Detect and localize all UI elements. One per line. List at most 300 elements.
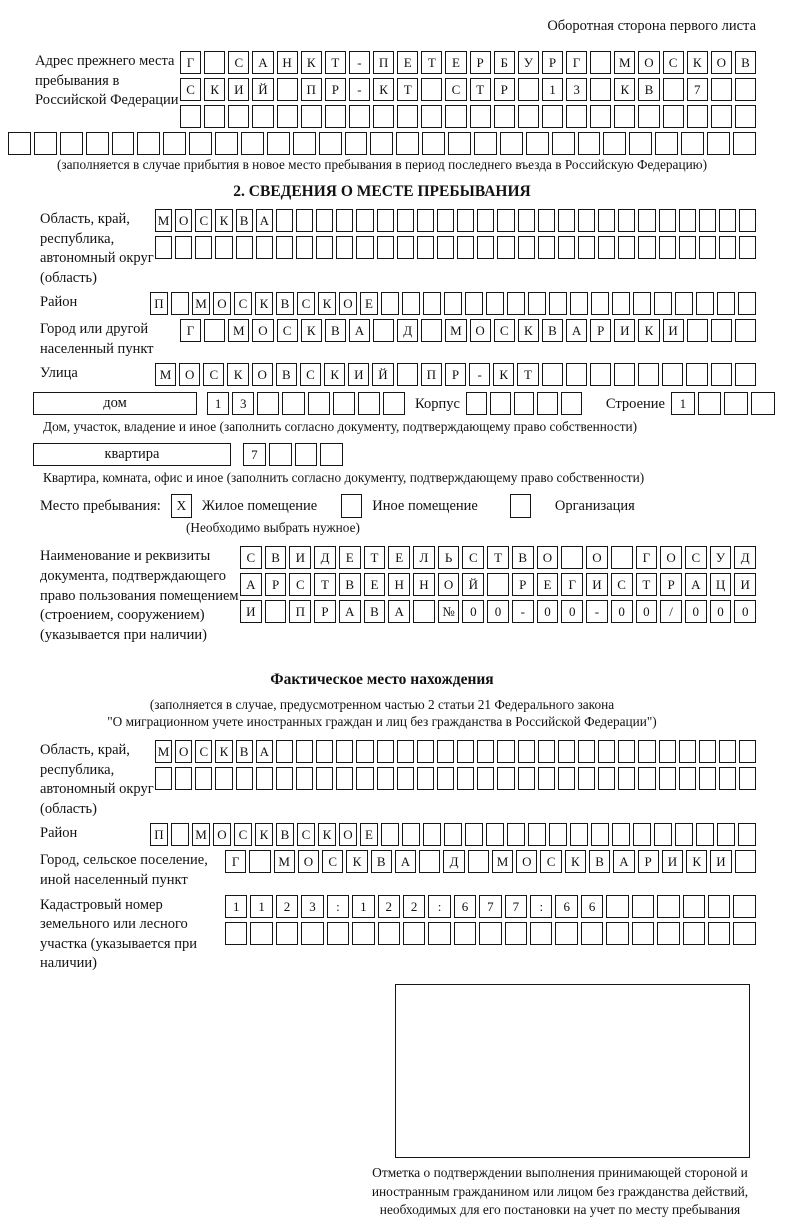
- char-cell[interactable]: К: [215, 209, 232, 232]
- char-cell[interactable]: :: [428, 895, 450, 918]
- char-cell[interactable]: [687, 319, 708, 342]
- char-cell[interactable]: №: [438, 600, 460, 623]
- char-cell[interactable]: 1: [207, 392, 229, 415]
- char-cell[interactable]: [603, 132, 626, 155]
- char-cell[interactable]: [316, 236, 333, 259]
- char-cell[interactable]: 3: [301, 895, 323, 918]
- char-cell[interactable]: [397, 740, 414, 763]
- char-cell[interactable]: [657, 895, 679, 918]
- char-cell[interactable]: [336, 740, 353, 763]
- char-cell[interactable]: Т: [421, 51, 442, 74]
- char-cell[interactable]: А: [240, 573, 262, 596]
- char-cell[interactable]: [215, 767, 232, 790]
- char-cell[interactable]: [561, 546, 583, 569]
- char-cell[interactable]: М: [155, 363, 176, 386]
- char-cell[interactable]: К: [227, 363, 248, 386]
- char-cell[interactable]: [711, 78, 732, 101]
- char-cell[interactable]: [699, 236, 716, 259]
- char-cell[interactable]: [719, 236, 736, 259]
- char-cell[interactable]: [252, 105, 273, 128]
- char-cell[interactable]: В: [589, 850, 610, 873]
- char-cell[interactable]: [561, 392, 582, 415]
- char-cell[interactable]: [633, 823, 651, 846]
- char-cell[interactable]: -: [349, 51, 370, 74]
- char-cell[interactable]: [739, 767, 756, 790]
- char-cell[interactable]: [308, 392, 330, 415]
- char-cell[interactable]: П: [150, 823, 168, 846]
- char-cell[interactable]: Н: [388, 573, 410, 596]
- char-cell[interactable]: [86, 132, 109, 155]
- char-cell[interactable]: Р: [512, 573, 534, 596]
- char-cell[interactable]: [638, 105, 659, 128]
- char-cell[interactable]: [402, 292, 420, 315]
- char-cell[interactable]: [598, 740, 615, 763]
- char-cell[interactable]: 0: [611, 600, 633, 623]
- char-cell[interactable]: [590, 78, 611, 101]
- char-cell[interactable]: [537, 392, 558, 415]
- char-cell[interactable]: [257, 392, 279, 415]
- char-cell[interactable]: [558, 209, 575, 232]
- char-cell[interactable]: [497, 209, 514, 232]
- char-cell[interactable]: [719, 767, 736, 790]
- char-cell[interactable]: [293, 132, 316, 155]
- char-cell[interactable]: А: [256, 209, 273, 232]
- char-cell[interactable]: Й: [372, 363, 393, 386]
- char-cell[interactable]: [397, 363, 418, 386]
- char-cell[interactable]: [558, 767, 575, 790]
- char-cell[interactable]: [659, 740, 676, 763]
- char-cell[interactable]: С: [228, 51, 249, 74]
- char-cell[interactable]: [155, 236, 172, 259]
- char-cell[interactable]: 1: [671, 392, 695, 415]
- char-cell[interactable]: [681, 132, 704, 155]
- char-cell[interactable]: В: [735, 51, 756, 74]
- char-cell[interactable]: Р: [470, 51, 491, 74]
- char-cell[interactable]: К: [324, 363, 345, 386]
- char-cell[interactable]: [396, 132, 419, 155]
- char-cell[interactable]: [336, 767, 353, 790]
- char-cell[interactable]: К: [346, 850, 367, 873]
- char-cell[interactable]: [578, 740, 595, 763]
- char-cell[interactable]: [397, 105, 418, 128]
- char-cell[interactable]: Р: [265, 573, 287, 596]
- char-cell[interactable]: И: [240, 600, 262, 623]
- char-cell[interactable]: [301, 105, 322, 128]
- char-cell[interactable]: [733, 132, 756, 155]
- char-cell[interactable]: О: [711, 51, 732, 74]
- char-cell[interactable]: [590, 363, 611, 386]
- char-cell[interactable]: [739, 236, 756, 259]
- char-cell[interactable]: К: [318, 292, 336, 315]
- char-cell[interactable]: О: [638, 51, 659, 74]
- char-cell[interactable]: [679, 236, 696, 259]
- char-cell[interactable]: [618, 767, 635, 790]
- char-cell[interactable]: [711, 319, 732, 342]
- char-cell[interactable]: Д: [397, 319, 418, 342]
- char-cell[interactable]: :: [327, 895, 349, 918]
- char-cell[interactable]: Р: [638, 850, 659, 873]
- char-cell[interactable]: [250, 922, 272, 945]
- char-cell[interactable]: [171, 823, 189, 846]
- char-cell[interactable]: [675, 823, 693, 846]
- char-cell[interactable]: М: [155, 740, 172, 763]
- char-cell[interactable]: К: [565, 850, 586, 873]
- char-cell[interactable]: С: [663, 51, 684, 74]
- char-cell[interactable]: 7: [505, 895, 527, 918]
- char-cell[interactable]: [719, 740, 736, 763]
- char-cell[interactable]: О: [339, 823, 357, 846]
- char-cell[interactable]: [538, 209, 555, 232]
- char-cell[interactable]: В: [638, 78, 659, 101]
- char-cell[interactable]: М: [228, 319, 249, 342]
- char-cell[interactable]: Р: [542, 51, 563, 74]
- char-cell[interactable]: П: [421, 363, 442, 386]
- char-cell[interactable]: [659, 236, 676, 259]
- char-cell[interactable]: [336, 209, 353, 232]
- char-cell[interactable]: Т: [397, 78, 418, 101]
- char-cell[interactable]: 1: [352, 895, 374, 918]
- char-cell[interactable]: [356, 236, 373, 259]
- char-cell[interactable]: [558, 236, 575, 259]
- char-cell[interactable]: [549, 823, 567, 846]
- char-cell[interactable]: [454, 922, 476, 945]
- char-cell[interactable]: [403, 922, 425, 945]
- char-cell[interactable]: А: [339, 600, 361, 623]
- char-cell[interactable]: [370, 132, 393, 155]
- char-cell[interactable]: О: [298, 850, 319, 873]
- char-cell[interactable]: [738, 292, 756, 315]
- char-cell[interactable]: [276, 236, 293, 259]
- char-cell[interactable]: [683, 922, 705, 945]
- char-cell[interactable]: [256, 236, 273, 259]
- char-cell[interactable]: А: [256, 740, 273, 763]
- char-cell[interactable]: [381, 292, 399, 315]
- char-cell[interactable]: Е: [339, 546, 361, 569]
- char-cell[interactable]: [659, 209, 676, 232]
- char-cell[interactable]: [663, 78, 684, 101]
- char-cell[interactable]: [276, 209, 293, 232]
- char-cell[interactable]: [444, 292, 462, 315]
- char-cell[interactable]: [204, 51, 225, 74]
- char-cell[interactable]: [465, 823, 483, 846]
- char-cell[interactable]: [457, 236, 474, 259]
- char-cell[interactable]: [486, 823, 504, 846]
- char-cell[interactable]: О: [213, 823, 231, 846]
- char-cell[interactable]: [325, 105, 346, 128]
- char-cell[interactable]: [437, 767, 454, 790]
- char-cell[interactable]: [444, 823, 462, 846]
- char-cell[interactable]: [477, 209, 494, 232]
- char-cell[interactable]: [679, 209, 696, 232]
- char-cell[interactable]: [497, 767, 514, 790]
- char-cell[interactable]: П: [289, 600, 311, 623]
- char-cell[interactable]: [277, 105, 298, 128]
- char-cell[interactable]: [215, 236, 232, 259]
- char-cell[interactable]: Г: [180, 51, 201, 74]
- char-cell[interactable]: О: [252, 319, 273, 342]
- char-cell[interactable]: [570, 292, 588, 315]
- char-cell[interactable]: К: [518, 319, 539, 342]
- char-cell[interactable]: О: [586, 546, 608, 569]
- char-cell[interactable]: [155, 767, 172, 790]
- char-cell[interactable]: Р: [325, 78, 346, 101]
- char-cell[interactable]: [333, 392, 355, 415]
- char-cell[interactable]: [497, 740, 514, 763]
- char-cell[interactable]: 2: [276, 895, 298, 918]
- char-cell[interactable]: 0: [462, 600, 484, 623]
- char-cell[interactable]: [204, 319, 225, 342]
- char-cell[interactable]: С: [445, 78, 466, 101]
- char-cell[interactable]: [735, 850, 756, 873]
- char-cell[interactable]: [277, 78, 298, 101]
- char-cell[interactable]: [477, 767, 494, 790]
- char-cell[interactable]: [195, 767, 212, 790]
- char-cell[interactable]: Е: [364, 573, 386, 596]
- char-cell[interactable]: Т: [517, 363, 538, 386]
- char-cell[interactable]: [606, 922, 628, 945]
- char-cell[interactable]: [276, 922, 298, 945]
- char-cell[interactable]: Р: [590, 319, 611, 342]
- char-cell[interactable]: 2: [403, 895, 425, 918]
- char-cell[interactable]: [538, 236, 555, 259]
- char-cell[interactable]: О: [537, 546, 559, 569]
- char-cell[interactable]: [423, 292, 441, 315]
- stay-type-checkbox-other[interactable]: [341, 494, 362, 518]
- char-cell[interactable]: И: [228, 78, 249, 101]
- char-cell[interactable]: [657, 922, 679, 945]
- char-cell[interactable]: [295, 443, 318, 466]
- char-cell[interactable]: В: [339, 573, 361, 596]
- char-cell[interactable]: [683, 895, 705, 918]
- char-cell[interactable]: [618, 740, 635, 763]
- char-cell[interactable]: [711, 105, 732, 128]
- char-cell[interactable]: [612, 823, 630, 846]
- char-cell[interactable]: [598, 236, 615, 259]
- char-cell[interactable]: [336, 236, 353, 259]
- char-cell[interactable]: [422, 132, 445, 155]
- char-cell[interactable]: [724, 392, 748, 415]
- char-cell[interactable]: /: [660, 600, 682, 623]
- char-cell[interactable]: Г: [636, 546, 658, 569]
- char-cell[interactable]: [421, 105, 442, 128]
- char-cell[interactable]: [316, 767, 333, 790]
- char-cell[interactable]: [276, 767, 293, 790]
- char-cell[interactable]: [614, 105, 635, 128]
- char-cell[interactable]: [437, 740, 454, 763]
- char-cell[interactable]: [632, 922, 654, 945]
- char-cell[interactable]: К: [686, 850, 707, 873]
- char-cell[interactable]: А: [685, 573, 707, 596]
- char-cell[interactable]: [466, 392, 487, 415]
- char-cell[interactable]: В: [265, 546, 287, 569]
- char-cell[interactable]: [505, 922, 527, 945]
- char-cell[interactable]: [195, 236, 212, 259]
- char-cell[interactable]: В: [364, 600, 386, 623]
- char-cell[interactable]: [686, 363, 707, 386]
- char-cell[interactable]: [542, 105, 563, 128]
- char-cell[interactable]: К: [614, 78, 635, 101]
- char-cell[interactable]: [477, 740, 494, 763]
- char-cell[interactable]: [457, 767, 474, 790]
- char-cell[interactable]: М: [192, 292, 210, 315]
- char-cell[interactable]: Т: [470, 78, 491, 101]
- char-cell[interactable]: К: [638, 319, 659, 342]
- char-cell[interactable]: С: [322, 850, 343, 873]
- char-cell[interactable]: [598, 209, 615, 232]
- char-cell[interactable]: В: [512, 546, 534, 569]
- char-cell[interactable]: [518, 740, 535, 763]
- char-cell[interactable]: [638, 767, 655, 790]
- char-cell[interactable]: [696, 292, 714, 315]
- char-cell[interactable]: [356, 740, 373, 763]
- char-cell[interactable]: [421, 319, 442, 342]
- char-cell[interactable]: К: [687, 51, 708, 74]
- char-cell[interactable]: С: [203, 363, 224, 386]
- stay-type-checkbox-organization[interactable]: [510, 494, 531, 518]
- char-cell[interactable]: Е: [360, 823, 378, 846]
- char-cell[interactable]: [699, 767, 716, 790]
- char-cell[interactable]: [514, 392, 535, 415]
- char-cell[interactable]: Т: [487, 546, 509, 569]
- char-cell[interactable]: [490, 392, 511, 415]
- char-cell[interactable]: П: [301, 78, 322, 101]
- char-cell[interactable]: [377, 236, 394, 259]
- char-cell[interactable]: -: [349, 78, 370, 101]
- char-cell[interactable]: Т: [364, 546, 386, 569]
- char-cell[interactable]: [402, 823, 420, 846]
- char-cell[interactable]: 0: [734, 600, 756, 623]
- char-cell[interactable]: С: [289, 573, 311, 596]
- char-cell[interactable]: [696, 823, 714, 846]
- char-cell[interactable]: 2: [378, 895, 400, 918]
- char-cell[interactable]: [373, 319, 394, 342]
- char-cell[interactable]: [606, 895, 628, 918]
- char-cell[interactable]: [413, 600, 435, 623]
- char-cell[interactable]: [687, 105, 708, 128]
- char-cell[interactable]: [552, 132, 575, 155]
- char-cell[interactable]: [470, 105, 491, 128]
- char-cell[interactable]: [419, 850, 440, 873]
- char-cell[interactable]: [638, 236, 655, 259]
- char-cell[interactable]: [267, 132, 290, 155]
- char-cell[interactable]: Ь: [438, 546, 460, 569]
- char-cell[interactable]: [555, 922, 577, 945]
- char-cell[interactable]: [163, 132, 186, 155]
- char-cell[interactable]: [707, 132, 730, 155]
- char-cell[interactable]: [738, 823, 756, 846]
- char-cell[interactable]: [662, 363, 683, 386]
- char-cell[interactable]: [265, 600, 287, 623]
- char-cell[interactable]: М: [614, 51, 635, 74]
- char-cell[interactable]: Р: [494, 78, 515, 101]
- char-cell[interactable]: [468, 850, 489, 873]
- char-cell[interactable]: О: [213, 292, 231, 315]
- char-cell[interactable]: [316, 740, 333, 763]
- char-cell[interactable]: И: [348, 363, 369, 386]
- char-cell[interactable]: [618, 209, 635, 232]
- char-cell[interactable]: О: [470, 319, 491, 342]
- char-cell[interactable]: И: [734, 573, 756, 596]
- char-cell[interactable]: [518, 209, 535, 232]
- char-cell[interactable]: В: [276, 823, 294, 846]
- char-cell[interactable]: О: [179, 363, 200, 386]
- char-cell[interactable]: [698, 392, 722, 415]
- char-cell[interactable]: [282, 392, 304, 415]
- char-cell[interactable]: [735, 319, 756, 342]
- char-cell[interactable]: [189, 132, 212, 155]
- char-cell[interactable]: [352, 922, 374, 945]
- char-cell[interactable]: [296, 209, 313, 232]
- char-cell[interactable]: И: [663, 319, 684, 342]
- char-cell[interactable]: [733, 922, 755, 945]
- char-cell[interactable]: [717, 823, 735, 846]
- char-cell[interactable]: [8, 132, 31, 155]
- char-cell[interactable]: [526, 132, 549, 155]
- char-cell[interactable]: [733, 895, 755, 918]
- char-cell[interactable]: [397, 236, 414, 259]
- char-cell[interactable]: [735, 363, 756, 386]
- char-cell[interactable]: К: [373, 78, 394, 101]
- char-cell[interactable]: О: [175, 209, 192, 232]
- char-cell[interactable]: [423, 823, 441, 846]
- char-cell[interactable]: М: [274, 850, 295, 873]
- char-cell[interactable]: [296, 740, 313, 763]
- char-cell[interactable]: [316, 209, 333, 232]
- char-cell[interactable]: 1: [542, 78, 563, 101]
- char-cell[interactable]: Г: [561, 573, 583, 596]
- char-cell[interactable]: [699, 740, 716, 763]
- char-cell[interactable]: 6: [454, 895, 476, 918]
- char-cell[interactable]: [356, 767, 373, 790]
- char-cell[interactable]: Р: [314, 600, 336, 623]
- char-cell[interactable]: П: [373, 51, 394, 74]
- char-cell[interactable]: [358, 392, 380, 415]
- char-cell[interactable]: [739, 740, 756, 763]
- char-cell[interactable]: К: [301, 319, 322, 342]
- char-cell[interactable]: С: [180, 78, 201, 101]
- char-cell[interactable]: В: [236, 209, 253, 232]
- char-cell[interactable]: [487, 573, 509, 596]
- char-cell[interactable]: С: [234, 292, 252, 315]
- char-cell[interactable]: И: [662, 850, 683, 873]
- char-cell[interactable]: С: [462, 546, 484, 569]
- char-cell[interactable]: [276, 740, 293, 763]
- char-cell[interactable]: С: [234, 823, 252, 846]
- char-cell[interactable]: [566, 363, 587, 386]
- char-cell[interactable]: Д: [734, 546, 756, 569]
- char-cell[interactable]: [633, 292, 651, 315]
- char-cell[interactable]: М: [492, 850, 513, 873]
- char-cell[interactable]: [530, 922, 552, 945]
- char-cell[interactable]: [249, 850, 270, 873]
- char-cell[interactable]: [618, 236, 635, 259]
- char-cell[interactable]: [518, 767, 535, 790]
- char-cell[interactable]: [171, 292, 189, 315]
- char-cell[interactable]: [349, 105, 370, 128]
- char-cell[interactable]: [381, 823, 399, 846]
- char-cell[interactable]: [474, 132, 497, 155]
- char-cell[interactable]: Л: [413, 546, 435, 569]
- char-cell[interactable]: [735, 105, 756, 128]
- char-cell[interactable]: [679, 740, 696, 763]
- char-cell[interactable]: И: [710, 850, 731, 873]
- char-cell[interactable]: [570, 823, 588, 846]
- char-cell[interactable]: Б: [494, 51, 515, 74]
- char-cell[interactable]: [538, 767, 555, 790]
- char-cell[interactable]: [417, 767, 434, 790]
- char-cell[interactable]: [269, 443, 292, 466]
- char-cell[interactable]: -: [469, 363, 490, 386]
